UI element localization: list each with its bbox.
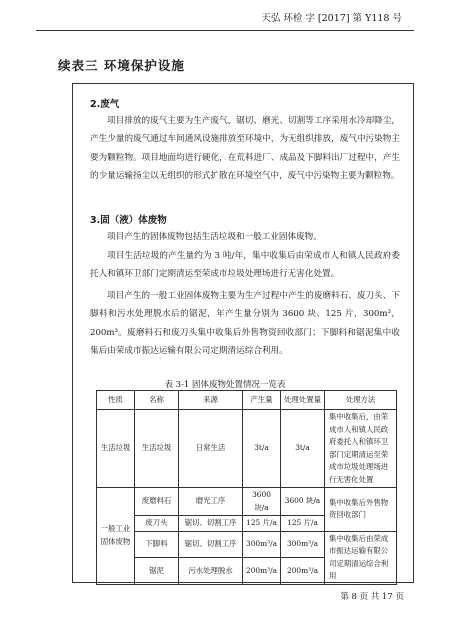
cell-source: 日常生活	[179, 410, 243, 488]
table-caption: 表 3-1 固体废物处置情况一览表	[164, 380, 286, 390]
report-number: 天弘 环检 字 [2017] 第 Y118 号	[261, 13, 402, 24]
cell-amount: 300m³/a	[243, 531, 281, 558]
cell-amount: 3t/a	[243, 410, 281, 488]
table-row	[97, 531, 397, 558]
solid-waste-table	[96, 390, 397, 585]
cell-name: 废刀头	[135, 516, 179, 532]
cell-disposed: 3600 块/a	[281, 488, 325, 516]
cell-method: 集中收集后由荣成市振达运输有限公司定期清运综合利用	[325, 531, 397, 584]
header-name: 名称	[135, 391, 179, 410]
solid-waste-heading: 3.固（液）体废物	[90, 215, 167, 226]
waste-gas-heading: 2.废气	[90, 99, 120, 110]
cell-disposed: 125 片/a	[281, 516, 325, 532]
header-nature: 性质	[97, 391, 135, 410]
section-title: 续表三 环境保护设施	[58, 58, 185, 73]
cell-source: 锯切、切割工序	[179, 516, 243, 532]
solid-waste-paragraph-2: 项目生活垃圾的产生量约为 3 吨/年，集中收集后由荣成市人和镇人民政府委托人和镇环卫部门定期清运至荣成市垃圾处理场进行无害化处置。	[90, 251, 400, 280]
table-row	[97, 488, 397, 516]
cell-name: 下脚料	[135, 531, 179, 558]
cell-source: 锯切、切割工序	[179, 531, 243, 558]
cell-source: 磨光工序	[179, 488, 243, 516]
cell-method: 集中收集后，由荣成市人和镇人民政府委托人和镇环卫部门定期清运至荣成市垃圾处理场进行无害化处置	[325, 410, 397, 488]
cell-nature: 一般工业固体废物	[97, 488, 135, 585]
cell-method: 集中收集后外售物资回收部门	[325, 488, 397, 532]
cell-name: 废磨料石	[135, 488, 179, 516]
cell-amount: 3600 块/a	[243, 488, 281, 516]
header-method: 处理方法	[325, 391, 397, 410]
table-row	[97, 410, 397, 488]
cell-amount: 200m³/a	[243, 558, 281, 585]
solid-waste-paragraph-1: 项目产生的固体废物包括生活垃圾和一般工业固体废物。	[107, 232, 322, 242]
cell-source: 污水处理脱水	[179, 558, 243, 585]
cell-name: 生活垃圾	[135, 410, 179, 488]
cell-disposed: 300m³/a	[281, 531, 325, 558]
cell-nature: 生活垃圾	[97, 410, 135, 488]
header-divider	[36, 30, 414, 31]
header-source: 来源	[179, 391, 243, 410]
table-header-row	[97, 391, 397, 410]
cell-name: 锯泥	[135, 558, 179, 585]
cell-amount: 125 片/a	[243, 516, 281, 532]
page-footer: 第 8 页 共 17 页	[340, 592, 404, 602]
solid-waste-paragraph-3: 项目产生的一般工业固体废物主要为生产过程中产生的废磨料石、废刀头、下脚料和污水处理脱水后的锯泥，年产生量分别为 3600 块、125 片，300m³，200m³。废磨料石和废刀头集中收集后外售物资回收部门；下脚料和锯泥集中收集后由荣成市振达运输有限公司定期清运综合利用。	[90, 291, 400, 356]
cell-disposed: 3t/a	[281, 410, 325, 488]
header-amount: 产生量	[243, 391, 281, 410]
cell-disposed: 200m³/a	[281, 558, 325, 585]
header-disposed: 处理处置量	[281, 391, 325, 410]
waste-gas-paragraph: 项目排放的废气主要为生产废气，锯切、磨光、切割等工序采用水冷却降尘，产生少量的废气通过车间通风设施排放至环境中，为无组织排放，废气中污染物主要为颗粒物。项目地面均进行硬化，在荒料进厂、成品及下脚料出厂过程中，产生的少量运输扬尘以无组织的形式扩散在环境空气中，废气中污染物主要为颗粒物。	[90, 116, 400, 181]
